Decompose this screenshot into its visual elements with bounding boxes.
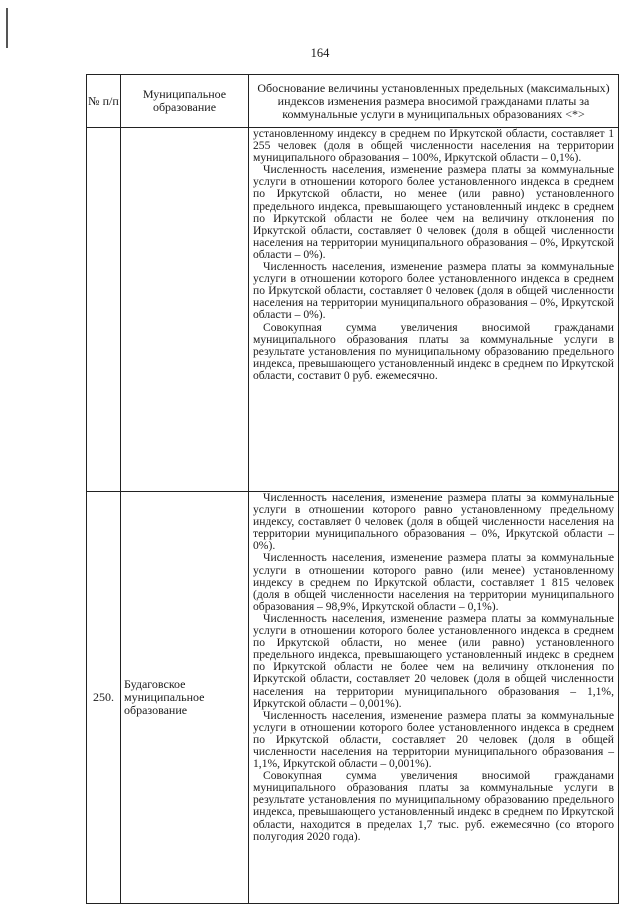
paragraph: Совокупная сумма увеличения вносимой гражданами муниципального образования платы за коммунальные услуги в результате установления по муниципальному образованию предельного индекса, превышающего установленный индекс в среднем по Иркутской области, составит 0 руб. ежемесячно.	[253, 320, 614, 382]
table-row	[87, 492, 619, 904]
paragraph: Численность населения, изменение размера платы за коммунальные услуги в отношении которого более установленного индекса в среднем по Иркутской области, составляет 20 человек (доля в общей численности населения на территории муниципального образования – 1,1%, Иркутской области – 0,001%).	[253, 708, 614, 771]
paragraph: Численность населения, изменение размера платы за коммунальные услуги в отношении которого равно (или менее) установленному индексу в среднем по Иркутской области, составляет 1 815 человек (доля в общей численности населения на территории муниципального образования – 98,9%, Иркутской области – 0,1%).	[253, 551, 614, 613]
index-justification-table	[86, 74, 619, 904]
page-number: 164	[310, 46, 330, 60]
paragraph: Численность населения, изменение размера платы за коммунальные услуги в отношении которого равно установленному предельному индексу, составляет 0 человек (доля в общей численности населения на территории муниципального образования – 0%, Иркутской области – 0%).	[253, 491, 614, 553]
paragraph: Численность населения, изменение размера платы за коммунальные услуги в отношении которого более установленного индекса в среднем по Иркутской области, но менее (или равно) установленного предельного индекса, превышающего установленный индекс в среднем по Иркутской области не более чем на величину отклонения по Иркутской области, составляет 20 человек (доля в общей численности населения на территории муниципального образования – 1,1%, Иркутской области – 0,001%).	[253, 611, 614, 710]
row-municipality	[121, 128, 249, 492]
row-justification	[249, 492, 619, 904]
paragraph: Совокупная сумма увеличения вносимой гражданами муниципального образования платы за коммунальные услуги в результате установления по муниципальному образованию предельного индекса, превышающего установленный индекс в среднем по Иркутской области, находится в пределах 1,7 тыс. руб. ежемесячно (со второго полугодия 2020 года).	[253, 769, 614, 843]
row-number: 250.	[87, 492, 121, 904]
paragraph: Численность населения, изменение размера платы за коммунальные услуги в отношении которого более установленного индекса в среднем по Иркутской области, но менее (или равно) установленного предельного индекса, превышающего установленный индекс в среднем по Иркутской области не более чем на величину отклонения по Иркутской области, составляет 0 человек (доля в общей численности населения на территории муниципального образования – 0%, Иркутской области – 0%).	[253, 163, 614, 261]
row-number	[87, 128, 121, 492]
row-justification	[249, 128, 619, 492]
paragraph: Численность населения, изменение размера платы за коммунальные услуги в отношении которого более установленного индекса в среднем по Иркутской области, составляет 0 человек (доля в общей численности населения на территории муниципального образования – 0%, Иркутской области – 0%).	[253, 260, 614, 322]
table-row	[87, 128, 619, 492]
scan-edge-mark	[6, 8, 8, 48]
row-municipality: Будаговское муниципальное образование	[121, 492, 249, 904]
table-header-row	[87, 75, 619, 128]
header-municipality: Муниципальное образование	[121, 75, 249, 128]
paragraph: установленному индексу в среднем по Иркутской области, составляет 1 255 человек (доля в общей численности населения на территории муниципального образования – 100%, Иркутской области – 0,1%).	[253, 127, 614, 165]
header-justification: Обоснование величины установленных предельных (максимальных) индексов изменения размера вносимой гражданами платы за коммунальные услуги в муниципальных образованиях <*>	[249, 75, 619, 128]
header-number: № п/п	[87, 75, 121, 128]
